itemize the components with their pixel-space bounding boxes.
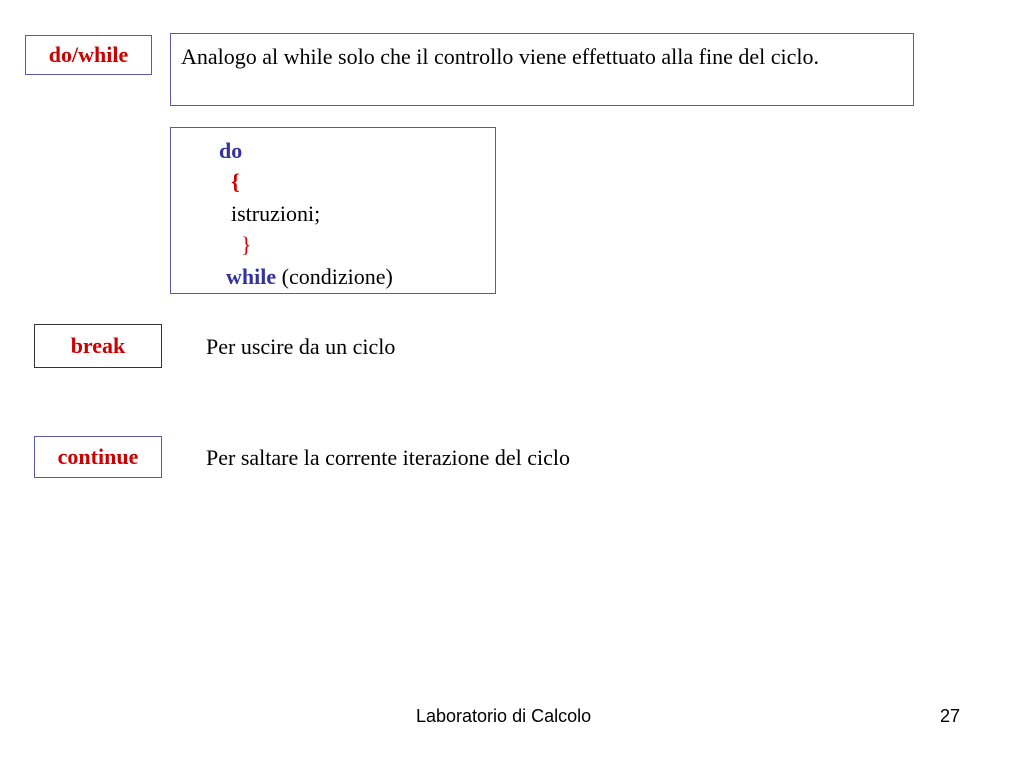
code-while-condition: (condizione) (281, 264, 393, 289)
code-example-box (170, 127, 496, 294)
break-description: Per uscire da un ciclo (206, 334, 396, 359)
code-line-body: istruzioni; (231, 201, 321, 226)
code-line-while (226, 264, 393, 290)
code-line-close-brace: } (241, 232, 252, 257)
do-while-description: Analogo al while solo che il controllo viene effettuato alla fine del ciclo. (181, 44, 819, 69)
code-while-keyword: while (226, 264, 277, 289)
code-line-open-brace: { (231, 169, 240, 194)
footer-title: Laboratorio di Calcolo (416, 706, 592, 726)
page-number: 27 (940, 706, 961, 726)
code-line-do: do (219, 138, 243, 163)
break-label: break (70, 333, 126, 358)
continue-label: continue (57, 444, 139, 469)
continue-description: Per saltare la corrente iterazione del ciclo (206, 445, 571, 470)
continue-label-box (34, 436, 162, 478)
do-while-label-box (25, 35, 152, 75)
do-while-label: do/while (48, 42, 129, 67)
break-label-box (34, 324, 162, 368)
do-while-description-box (170, 33, 914, 106)
